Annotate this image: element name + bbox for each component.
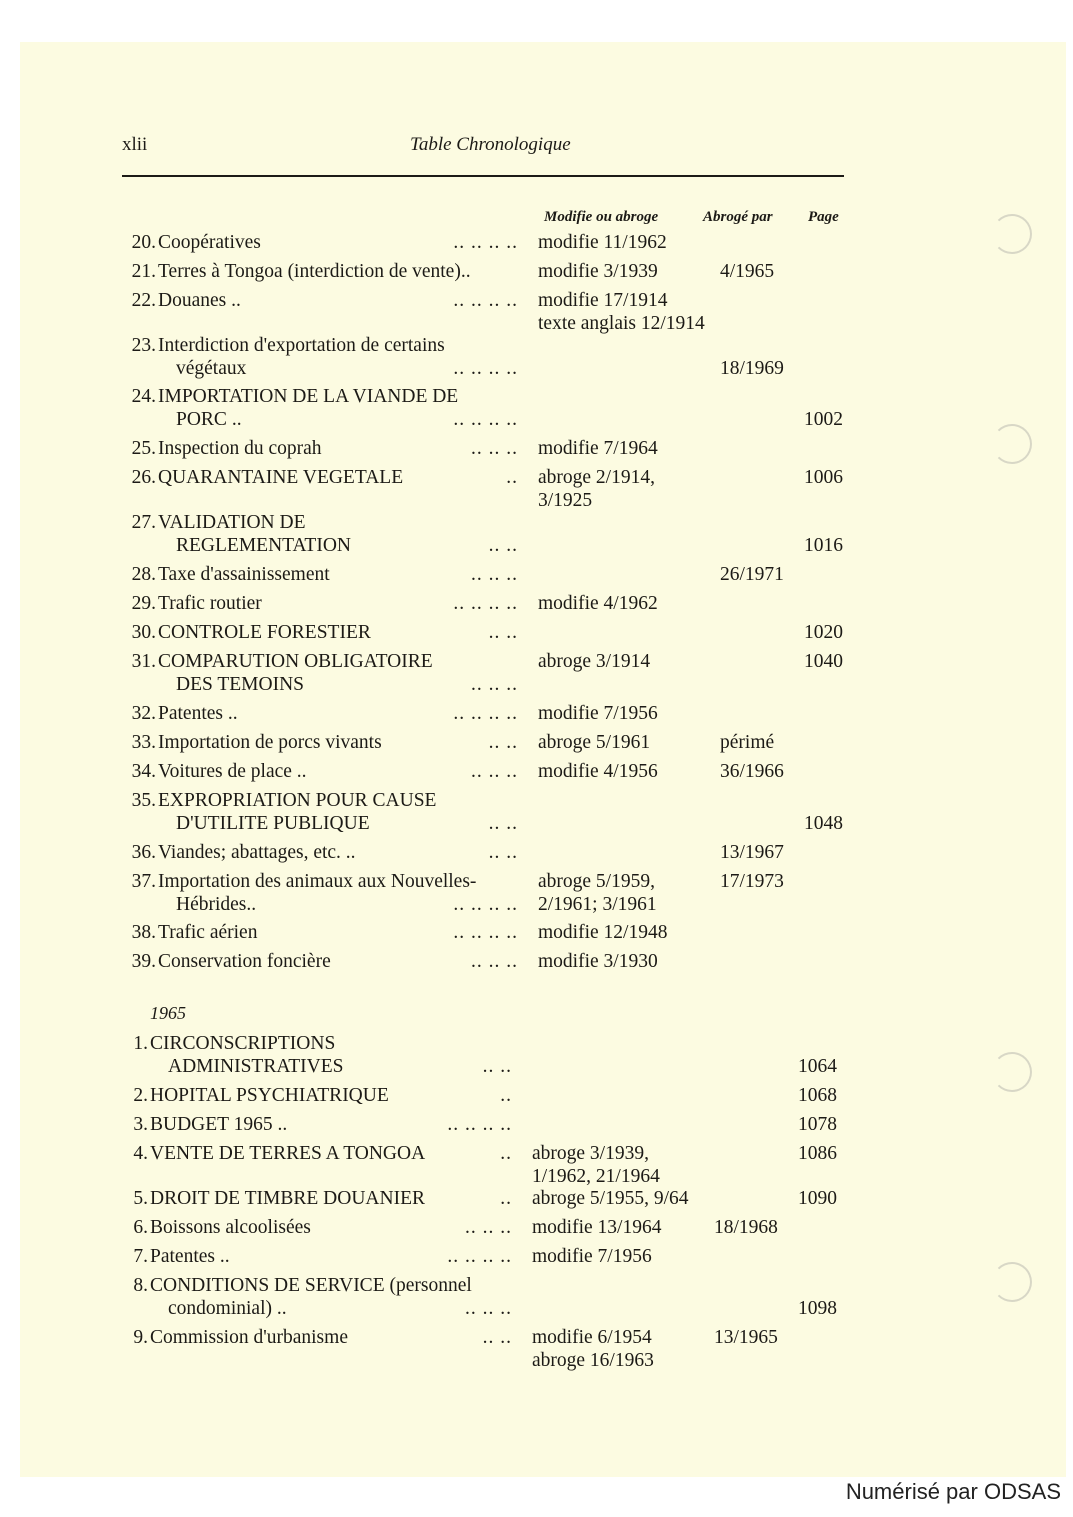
entry-number: 1. xyxy=(133,1033,148,1054)
column-header-abroge-par: Abrogé par xyxy=(703,209,773,225)
entry-title: Coopératives xyxy=(158,232,261,253)
page-value: 1048 xyxy=(804,813,843,834)
entry-number: 8. xyxy=(133,1275,148,1296)
abroge-par-value: 26/1971 xyxy=(720,564,784,585)
modifie-value: abroge 2/1914, xyxy=(538,467,655,488)
entry-number: 6. xyxy=(133,1217,148,1238)
entry-title: IMPORTATION DE LA VIANDE DE xyxy=(158,386,459,407)
leader-dots: .. xyxy=(500,1188,512,1209)
entry-title: Boissons alcoolisées xyxy=(150,1217,311,1238)
abroge-par-value: 17/1973 xyxy=(720,871,784,892)
abroge-par-value: périmé xyxy=(720,732,775,753)
leader-dots: .. xyxy=(500,1143,512,1164)
abroge-par-value: 13/1967 xyxy=(720,842,784,863)
entry-number: 33. xyxy=(131,732,156,753)
entry-title: DES TEMOINS xyxy=(176,674,305,695)
page-value: 1020 xyxy=(804,622,843,643)
entry-title: COMPARUTION OBLIGATOIRE xyxy=(158,651,433,672)
header-rule xyxy=(122,175,844,177)
binder-hole xyxy=(992,214,1032,254)
entry-number: 4. xyxy=(133,1143,148,1164)
page-value: 1098 xyxy=(798,1298,837,1319)
entry-title: REGLEMENTATION xyxy=(176,535,351,556)
column-header-modifie: Modifie ou abroge xyxy=(544,209,659,225)
entry-number: 22. xyxy=(131,290,156,311)
modifie-value: modifie 7/1956 xyxy=(532,1246,652,1267)
entry-number: 34. xyxy=(131,761,156,782)
leader-dots: .. .. .. .. xyxy=(453,922,518,943)
page-value: 1078 xyxy=(798,1114,837,1135)
entry-title: condominial) .. xyxy=(168,1298,287,1319)
leader-dots: .. .. .. xyxy=(465,1298,512,1319)
entry-title: CONDITIONS DE SERVICE (personnel xyxy=(150,1275,472,1296)
entry-title: BUDGET 1965 .. xyxy=(150,1114,288,1135)
entry-title: HOPITAL PSYCHIATRIQUE xyxy=(150,1085,389,1106)
entry-title: Trafic routier xyxy=(158,593,262,614)
modifie-value: modifie 12/1948 xyxy=(538,922,668,943)
entry-title: Viandes; abattages, etc. .. xyxy=(158,842,356,863)
modifie-value: abroge 5/1961 xyxy=(538,732,651,753)
entry-title: EXPROPRIATION POUR CAUSE xyxy=(158,790,437,811)
entry-title: Importation des animaux aux Nouvelles- xyxy=(158,871,477,892)
entry-number: 20. xyxy=(131,232,156,253)
leader-dots: .. .. xyxy=(488,842,518,863)
entry-title: Hébrides.. xyxy=(176,894,257,915)
entry-title: Interdiction d'exportation de certains xyxy=(158,335,445,356)
entry-title: Trafic aérien xyxy=(158,922,258,943)
abroge-par-value: 18/1968 xyxy=(714,1217,778,1238)
entry-title: VENTE DE TERRES A TONGOA xyxy=(150,1143,426,1164)
page-value: 1090 xyxy=(798,1188,837,1209)
entry-number: 3. xyxy=(133,1114,148,1135)
leader-dots: .. .. .. .. xyxy=(453,409,518,430)
modifie-value: modifie 17/1914 xyxy=(538,290,668,311)
entry-number: 30. xyxy=(131,622,156,643)
modifie-value: abroge 3/1914 xyxy=(538,651,651,672)
abroge-par-value: 18/1969 xyxy=(720,358,784,379)
entry-number: 35. xyxy=(131,790,156,811)
entry-number: 25. xyxy=(131,438,156,459)
entry-number: 2. xyxy=(133,1085,148,1106)
entry-title: Conservation foncière xyxy=(158,951,331,972)
leader-dots: .. .. xyxy=(482,1327,512,1348)
leader-dots: .. .. .. .. xyxy=(453,703,518,724)
entry-title: Inspection du coprah xyxy=(158,438,322,459)
entry-title: ADMINISTRATIVES xyxy=(168,1056,344,1077)
leader-dots: .. .. .. xyxy=(471,951,518,972)
entry-number: 32. xyxy=(131,703,156,724)
entry-number: 5. xyxy=(133,1188,148,1209)
leader-dots: .. xyxy=(506,467,518,488)
entry-title: CIRCONSCRIPTIONS xyxy=(150,1033,336,1054)
leader-dots: .. .. .. .. xyxy=(453,894,518,915)
modifie-value: abroge 5/1959, xyxy=(538,871,655,892)
page-value: 1016 xyxy=(804,535,843,556)
entry-number: 26. xyxy=(131,467,156,488)
modifie-value: modifie 7/1956 xyxy=(538,703,658,724)
modifie-value: 2/1961; 3/1961 xyxy=(538,894,657,915)
entry-title: D'UTILITE PUBLIQUE xyxy=(176,813,370,834)
entry-title: Douanes .. xyxy=(158,290,241,311)
entry-title: Commission d'urbanisme xyxy=(150,1327,348,1348)
entry-number: 23. xyxy=(131,335,156,356)
modifie-value: abroge 5/1955, 9/64 xyxy=(532,1188,689,1209)
leader-dots: .. .. .. .. xyxy=(453,290,518,311)
entry-number: 29. xyxy=(131,593,156,614)
modifie-value: abroge 3/1939, xyxy=(532,1143,649,1164)
leader-dots: .. .. .. .. xyxy=(453,358,518,379)
entry-title: Patentes .. xyxy=(158,703,238,724)
entry-number: 28. xyxy=(131,564,156,585)
entry-title: Voitures de place .. xyxy=(158,761,307,782)
entry-number: 21. xyxy=(131,261,156,282)
entry-title: CONTROLE FORESTIER xyxy=(158,622,371,643)
entry-title: DROIT DE TIMBRE DOUANIER xyxy=(150,1188,425,1209)
binder-hole xyxy=(992,424,1032,464)
entry-title: Importation de porcs vivants xyxy=(158,732,382,753)
leader-dots: .. .. .. xyxy=(471,674,518,695)
entry-title: Terres à Tongoa (interdiction de vente).. xyxy=(158,261,471,282)
abroge-par-value: 13/1965 xyxy=(714,1327,778,1348)
modifie-value: modifie 11/1962 xyxy=(538,232,667,253)
leader-dots: .. .. xyxy=(488,732,518,753)
modifie-value: abroge 16/1963 xyxy=(532,1350,654,1371)
modifie-value: modifie 6/1954 xyxy=(532,1327,652,1348)
entry-title: végétaux xyxy=(176,358,247,379)
entry-number: 39. xyxy=(131,951,156,972)
page-value: 1068 xyxy=(798,1085,837,1106)
entry-number: 24. xyxy=(131,386,156,407)
modifie-value: modifie 4/1962 xyxy=(538,593,658,614)
entry-number: 31. xyxy=(131,651,156,672)
leader-dots: .. .. xyxy=(488,535,518,556)
entry-title: VALIDATION DE xyxy=(158,512,306,533)
abroge-par-value: 4/1965 xyxy=(720,261,775,282)
leader-dots: .. .. .. xyxy=(465,1217,512,1238)
column-header-page: Page xyxy=(808,209,839,225)
entry-title: QUARANTAINE VEGETALE xyxy=(158,467,404,488)
page-value: 1086 xyxy=(798,1143,837,1164)
modifie-value: 3/1925 xyxy=(538,490,593,511)
year-heading: 1965 xyxy=(150,1003,186,1023)
entry-number: 9. xyxy=(133,1327,148,1348)
modifie-value: modifie 3/1930 xyxy=(538,951,658,972)
page-value: 1064 xyxy=(798,1056,837,1077)
leader-dots: .. .. .. .. xyxy=(447,1246,512,1267)
leader-dots: .. .. .. xyxy=(471,438,518,459)
page-number: xlii xyxy=(122,134,148,155)
modifie-value: modifie 3/1939 xyxy=(538,261,658,282)
binder-hole xyxy=(992,1262,1032,1302)
leader-dots: .. .. .. xyxy=(471,564,518,585)
leader-dots: .. .. .. .. xyxy=(453,232,518,253)
page-value: 1002 xyxy=(804,409,843,430)
leader-dots: .. xyxy=(500,1085,512,1106)
entry-number: 38. xyxy=(131,922,156,943)
entry-number: 36. xyxy=(131,842,156,863)
page-title: Table Chronologique xyxy=(410,134,571,155)
modifie-value: 1/1962, 21/1964 xyxy=(532,1166,660,1187)
leader-dots: .. .. .. .. xyxy=(447,1114,512,1135)
modifie-value: modifie 4/1956 xyxy=(538,761,658,782)
entry-title: Taxe d'assainissement xyxy=(158,564,330,585)
page-value: 1006 xyxy=(804,467,843,488)
modifie-value: modifie 7/1964 xyxy=(538,438,658,459)
leader-dots: .. .. xyxy=(488,813,518,834)
entry-title: PORC .. xyxy=(176,409,242,430)
modifie-value: texte anglais 12/1914 xyxy=(538,313,705,334)
watermark: Numérisé par ODSAS xyxy=(845,1479,1061,1504)
page-value: 1040 xyxy=(804,651,843,672)
entry-number: 7. xyxy=(133,1246,148,1267)
entry-number: 37. xyxy=(131,871,156,892)
entry-number: 27. xyxy=(131,512,156,533)
leader-dots: .. .. .. .. xyxy=(453,593,518,614)
binder-hole xyxy=(992,1052,1032,1092)
leader-dots: .. .. xyxy=(482,1056,512,1077)
leader-dots: .. .. .. xyxy=(471,761,518,782)
entry-title: Patentes .. xyxy=(150,1246,230,1267)
leader-dots: .. .. xyxy=(488,622,518,643)
modifie-value: modifie 13/1964 xyxy=(532,1217,662,1238)
abroge-par-value: 36/1966 xyxy=(720,761,784,782)
